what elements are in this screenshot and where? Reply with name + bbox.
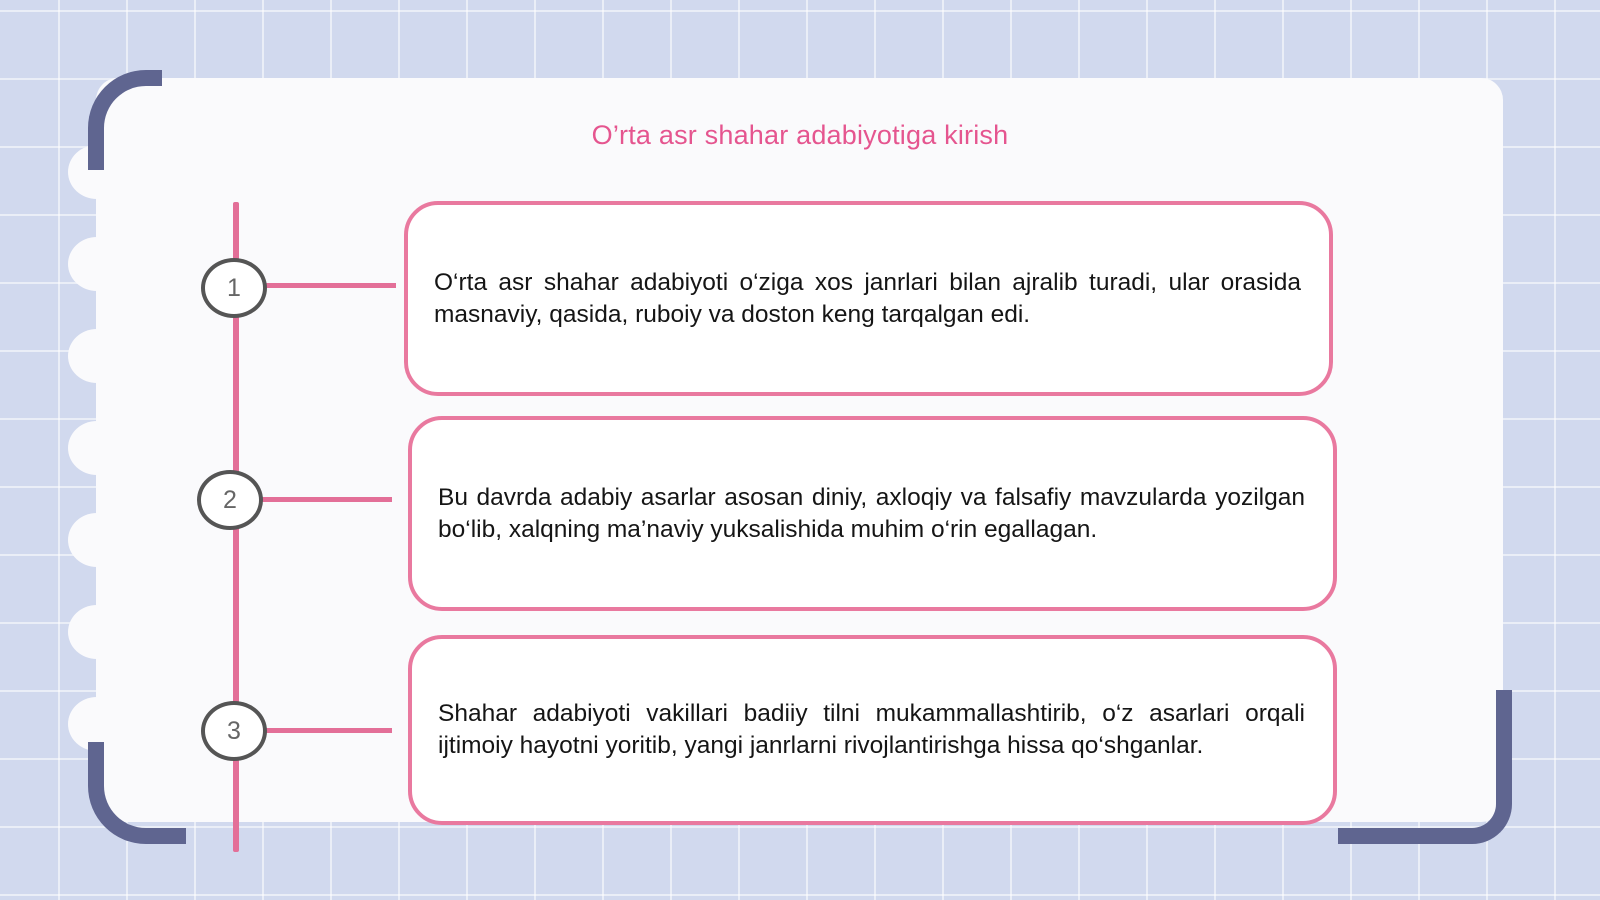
paper-scallop — [68, 513, 126, 567]
step-connector — [266, 728, 392, 733]
step-card-2 — [408, 416, 1337, 611]
frame-corner-bottom-left — [88, 742, 186, 844]
paper-scallop — [68, 237, 126, 291]
step-connector — [262, 497, 392, 502]
step-text-2: Bu davrda adabiy asarlar asosan diniy, axloqiy va falsafiy mavzularda yozilgan bo‘lib, xalqning ma’naviy yuksalishida muhim o‘rin egallagan. — [438, 483, 1305, 543]
step-text-3: Shahar adabiyoti vakillari badiiy tilni mukammallashtirib, o‘z asarlari orqali ijtimoiy hayotni yoritib, yangi janrlarni rivojlantirishga hissa qo‘shganlar. — [438, 700, 1305, 759]
frame-corner-top-left — [88, 70, 162, 170]
step-text-1: O‘rta asr shahar adabiyoti o‘ziga xos janrlari bilan ajralib turadi, ular orasida masnaviy, qasida, ruboiy va doston keng tarqalgan edi. — [434, 268, 1301, 328]
paper-scallop — [68, 605, 126, 659]
step-connector — [266, 283, 396, 288]
step-number-circle-1: 1 — [201, 258, 267, 318]
paper-scallop — [68, 329, 126, 383]
step-card-1 — [404, 201, 1333, 396]
frame-corner-bottom-right — [1338, 690, 1512, 844]
step-card-3 — [408, 635, 1337, 825]
step-number-circle-2: 2 — [197, 470, 263, 530]
paper-scallop — [68, 421, 126, 475]
slide-title: O’rta asr shahar adabiyotiga kirish — [591, 120, 1009, 150]
step-number-circle-3: 3 — [201, 701, 267, 761]
